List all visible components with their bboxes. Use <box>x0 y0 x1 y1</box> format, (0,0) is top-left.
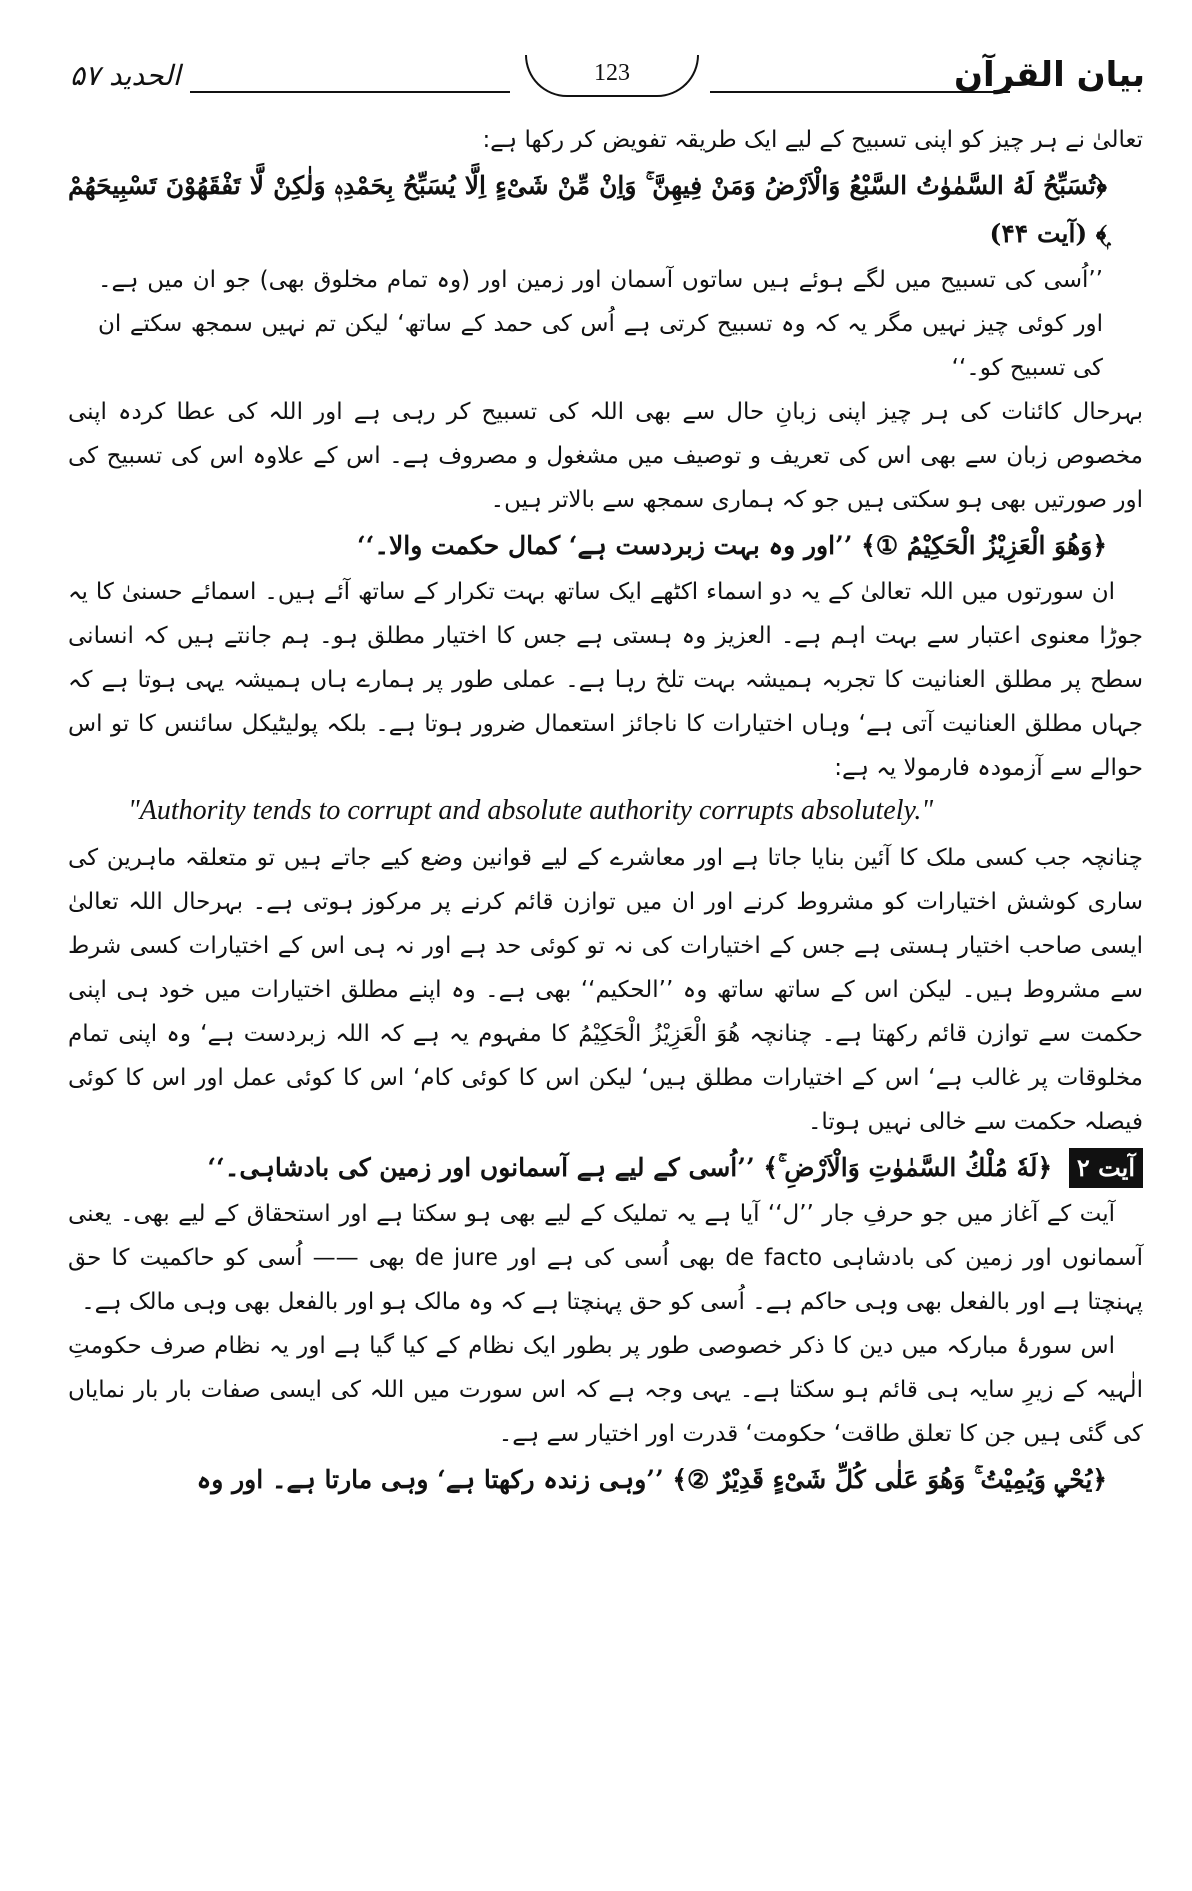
quranic-verse: ﴿تُسَبِّحُ لَهُ السَّمٰوٰتُ السَّبْعُ وَالْاَرْضُ وَمَنْ فِيهِنَّ ۚ وَاِنْ مِّنْ شَیْءٍ اِلَّا يُسَبِّحُ بِحَمْدِهٖ وَلٰكِنْ لَّا تَفْقَهُوْنَ تَسْبِيحَهُمْ ۭ﴾ (آیت ۴۴) <box>68 171 1107 248</box>
paragraph: آیت کے آغاز میں جو حرفِ جار ’’ل‘‘ آیا ہے یہ تملیک کے لیے بھی ہو سکتا ہے اور استحقاق کے لیے بھی۔ یعنی آسمانوں اور زمین کی بادشاہی de facto بھی اُسی کی ہے اور de jure بھی —— اُسی کو حاکمیت کا حق پہنچتا ہے اور بالفعل بھی وہی حاکم ہے۔ اُسی کو حق پہنچتا ہے کہ وہ مالک ہو اور بالفعل بھی وہی مالک ہے۔ <box>68 1201 1143 1315</box>
header-rule-left <box>190 91 510 93</box>
paragraph: ان سورتوں میں اللہ تعالیٰ کے یہ دو اسماء اکٹھے ایک ساتھ بہت تکرار کے ساتھ آئے ہیں۔ اسمائے حسنیٰ کا یہ جوڑا معنوی اعتبار سے بہت اہم ہے۔ العزیز وہ ہستی ہے جس کا اختیار مطلق ہو۔ ہم جانتے ہیں کہ انسانی سطح پر مطلق العنانیت کا تجربہ ہمیشہ بہت تلخ رہا ہے۔ عملی طور پر ہمارے ہاں ہمیشہ یہی ہوتا ہے کہ جہاں مطلق العنانیت آتی ہے‘ وہاں اختیارات کا ناجائز استعمال ضرور ہوتا ہے۔ بلکہ پولیٹیکل سائنس کا تو اس حوالے سے آزمودہ فارمولا یہ ہے: <box>68 579 1143 781</box>
quranic-verse: ﴿لَهٗ مُلْكُ السَّمٰوٰتِ وَالْاَرْضِ ۚ﴾ ’’اُسی کے لیے ہے آسمانوں اور زمین کی بادشاہی۔‘‘ <box>207 1153 1053 1182</box>
book-title: بیان القرآن <box>954 55 1145 95</box>
english-quote: "Authority tends to corrupt and absolute authority corrupts absolutely." <box>128 795 934 826</box>
quranic-verse: ﴿وَهُوَ الْعَزِيْزُ الْحَكِيْمُ ①﴾ ’’اور وہ بہت زبردست ہے‘ کمال حکمت والا۔‘‘ <box>356 531 1107 560</box>
page-body <box>68 118 1143 1504</box>
surah-name: الحدید ۵۷ <box>70 59 181 92</box>
page-header <box>70 55 1145 115</box>
paragraph: بہرحال کائنات کی ہر چیز اپنی زبانِ حال سے بھی اللہ کی تسبیح کر رہی ہے اور اللہ کی عطا کردہ اپنی مخصوص زبان سے بھی اس کی تعریف و توصیف میں مشغول و مصروف ہے۔ اس کے علاوہ اس کی تسبیح کی اور صورتیں بھی ہو سکتی ہیں جو کہ ہماری سمجھ سے بالاتر ہیں۔ <box>68 399 1143 513</box>
paragraph: چنانچہ جب کسی ملک کا آئین بنایا جاتا ہے اور معاشرے کے لیے قوانین وضع کیے جاتے ہیں تو متعلقہ ماہرین کی ساری کوشش اختیارات کو مشروط کرنے اور ان میں توازن قائم کرنے پر مرکوز ہوتی ہے۔ بہرحال اللہ تعالیٰ ایسی صاحب اختیار ہستی ہے جس کے اختیارات کی نہ تو کوئی حد ہے اور نہ ہی اس کے اختیارات کسی شرط سے مشروط ہیں۔ لیکن اس کے ساتھ ساتھ وہ ’’الحکیم‘‘ بھی ہے۔ وہ اپنے مطلق اختیارات میں خود ہی اپنی حکمت سے توازن قائم رکھتا ہے۔ چنانچہ هُوَ الْعَزِيْزُ الْحَكِيْمُ کا مفہوم یہ ہے کہ اللہ زبردست ہے‘ وہ اپنی تمام مخلوقات پر غالب ہے‘ اس کے اختیارات مطلق ہیں‘ لیکن اس کا کوئی کام‘ اس کا کوئی عمل اور اس کا کوئی فیصلہ حکمت سے خالی نہیں ہوتا۔ <box>68 845 1143 1135</box>
verse-translation: ’’اُسی کی تسبیح میں لگے ہوئے ہیں ساتوں آسمان اور زمین اور (وہ تمام مخلوق بھی) جو ان میں ہے۔ اور کوئی چیز نہیں مگر یہ کہ وہ تسبیح کرتی ہے اُس کی حمد کے ساتھ‘ لیکن تم نہیں سمجھ سکتے ان کی تسبیح کو۔‘‘ <box>98 267 1103 381</box>
paragraph: تعالیٰ نے ہر چیز کو اپنی تسبیح کے لیے ایک طریقہ تفویض کر رکھا ہے: <box>482 127 1143 153</box>
paragraph: اس سورۂ مبارکہ میں دین کا ذکر خصوصی طور پر بطور ایک نظام کے کیا گیا ہے اور یہ نظام صرف حکومتِ الٰہیہ کے زیرِ سایہ ہی قائم ہو سکتا ہے۔ یہی وجہ ہے کہ اس سورت میں اللہ کی ایسی صفات بار بار نمایاں کی گئی ہیں جن کا تعلق طاقت‘ حکومت‘ قدرت اور اختیار سے ہے۔ <box>68 1333 1143 1447</box>
verse-2-block <box>68 1144 1143 1192</box>
aya-number-label: آیت ۲ <box>1069 1148 1143 1188</box>
quranic-verse: ﴿يُحْيٖ وَيُمِيْتُ ۚ وَهُوَ عَلٰى كُلِّ شَیْءٍ قَدِيْرٌ ②﴾ ’’وہی زندہ رکھتا ہے‘ وہی مارتا ہے۔ اور وہ <box>196 1465 1107 1494</box>
page-number: 123 <box>525 55 699 97</box>
